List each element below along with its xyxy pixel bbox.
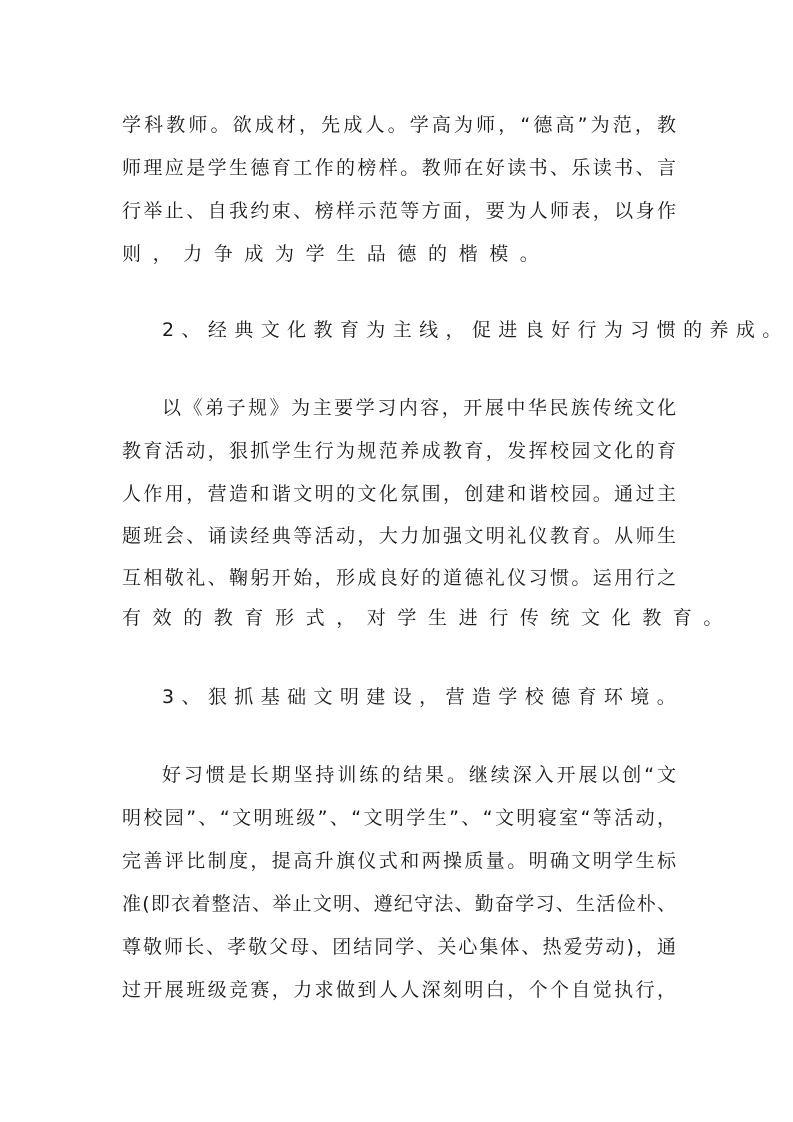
section-heading-2: 2、经典文化教育为主线，促进良好行为习惯的养成。 [162, 319, 789, 341]
paragraph-3-line: 好习惯是长期坚持训练的结果。继续深入开展以创“文 [162, 764, 676, 786]
paragraph-2-line: 人作用，营造和谐文明的文化氛围，创建和谐校园。通过主 [122, 483, 676, 505]
paragraph-3-line: 准(即衣着整洁、举止文明、遵纪守法、勤奋学习、生活俭朴、 [122, 893, 676, 915]
paragraph-3-line: 明校园”、“文明班级”、“文明学生”、“文明寝室“等活动， [122, 807, 676, 829]
paragraph-2-line: 教育活动，狠抓学生行为规范养成教育，发挥校园文化的育 [122, 440, 676, 462]
paragraph-1-line: 则，力争成为学生品德的楷模。 [122, 243, 551, 265]
paragraph-3-line: 尊敬师长、孝敬父母、团结同学、关心集体、热爱劳动)，通 [122, 936, 676, 958]
paragraph-3-line: 完善评比制度，提高升旗仪式和两操质量。明确文明学生标 [122, 850, 676, 872]
paragraph-1-line: 行举止、自我约束、榜样示范等方面，要为人师表，以身作 [122, 200, 676, 222]
paragraph-1-line: 学科教师。欲成材，先成人。学高为师，“德高”为范，教 [122, 114, 676, 136]
paragraph-2-line: 互相敬礼、鞠躬开始，形成良好的道德礼仪习惯。运用行之 [122, 567, 676, 589]
paragraph-3-line: 过开展班级竞赛，力求做到人人深刻明白，个个自觉执行， [122, 979, 676, 1001]
section-heading-3: 3、狠抓基础文明建设，营造学校德育环境。 [162, 686, 684, 708]
paragraph-2-line: 有效的教育形式，对学生进行传统文化教育。 [122, 607, 735, 629]
paragraph-2-line: 以《弟子规》为主要学习内容，开展中华民族传统文化 [162, 397, 676, 419]
paragraph-1-line: 师理应是学生德育工作的榜样。教师在好读书、乐读书、言 [122, 157, 676, 179]
paragraph-2-line: 题班会、诵读经典等活动，大力加强文明礼仪教育。从师生 [122, 525, 676, 547]
